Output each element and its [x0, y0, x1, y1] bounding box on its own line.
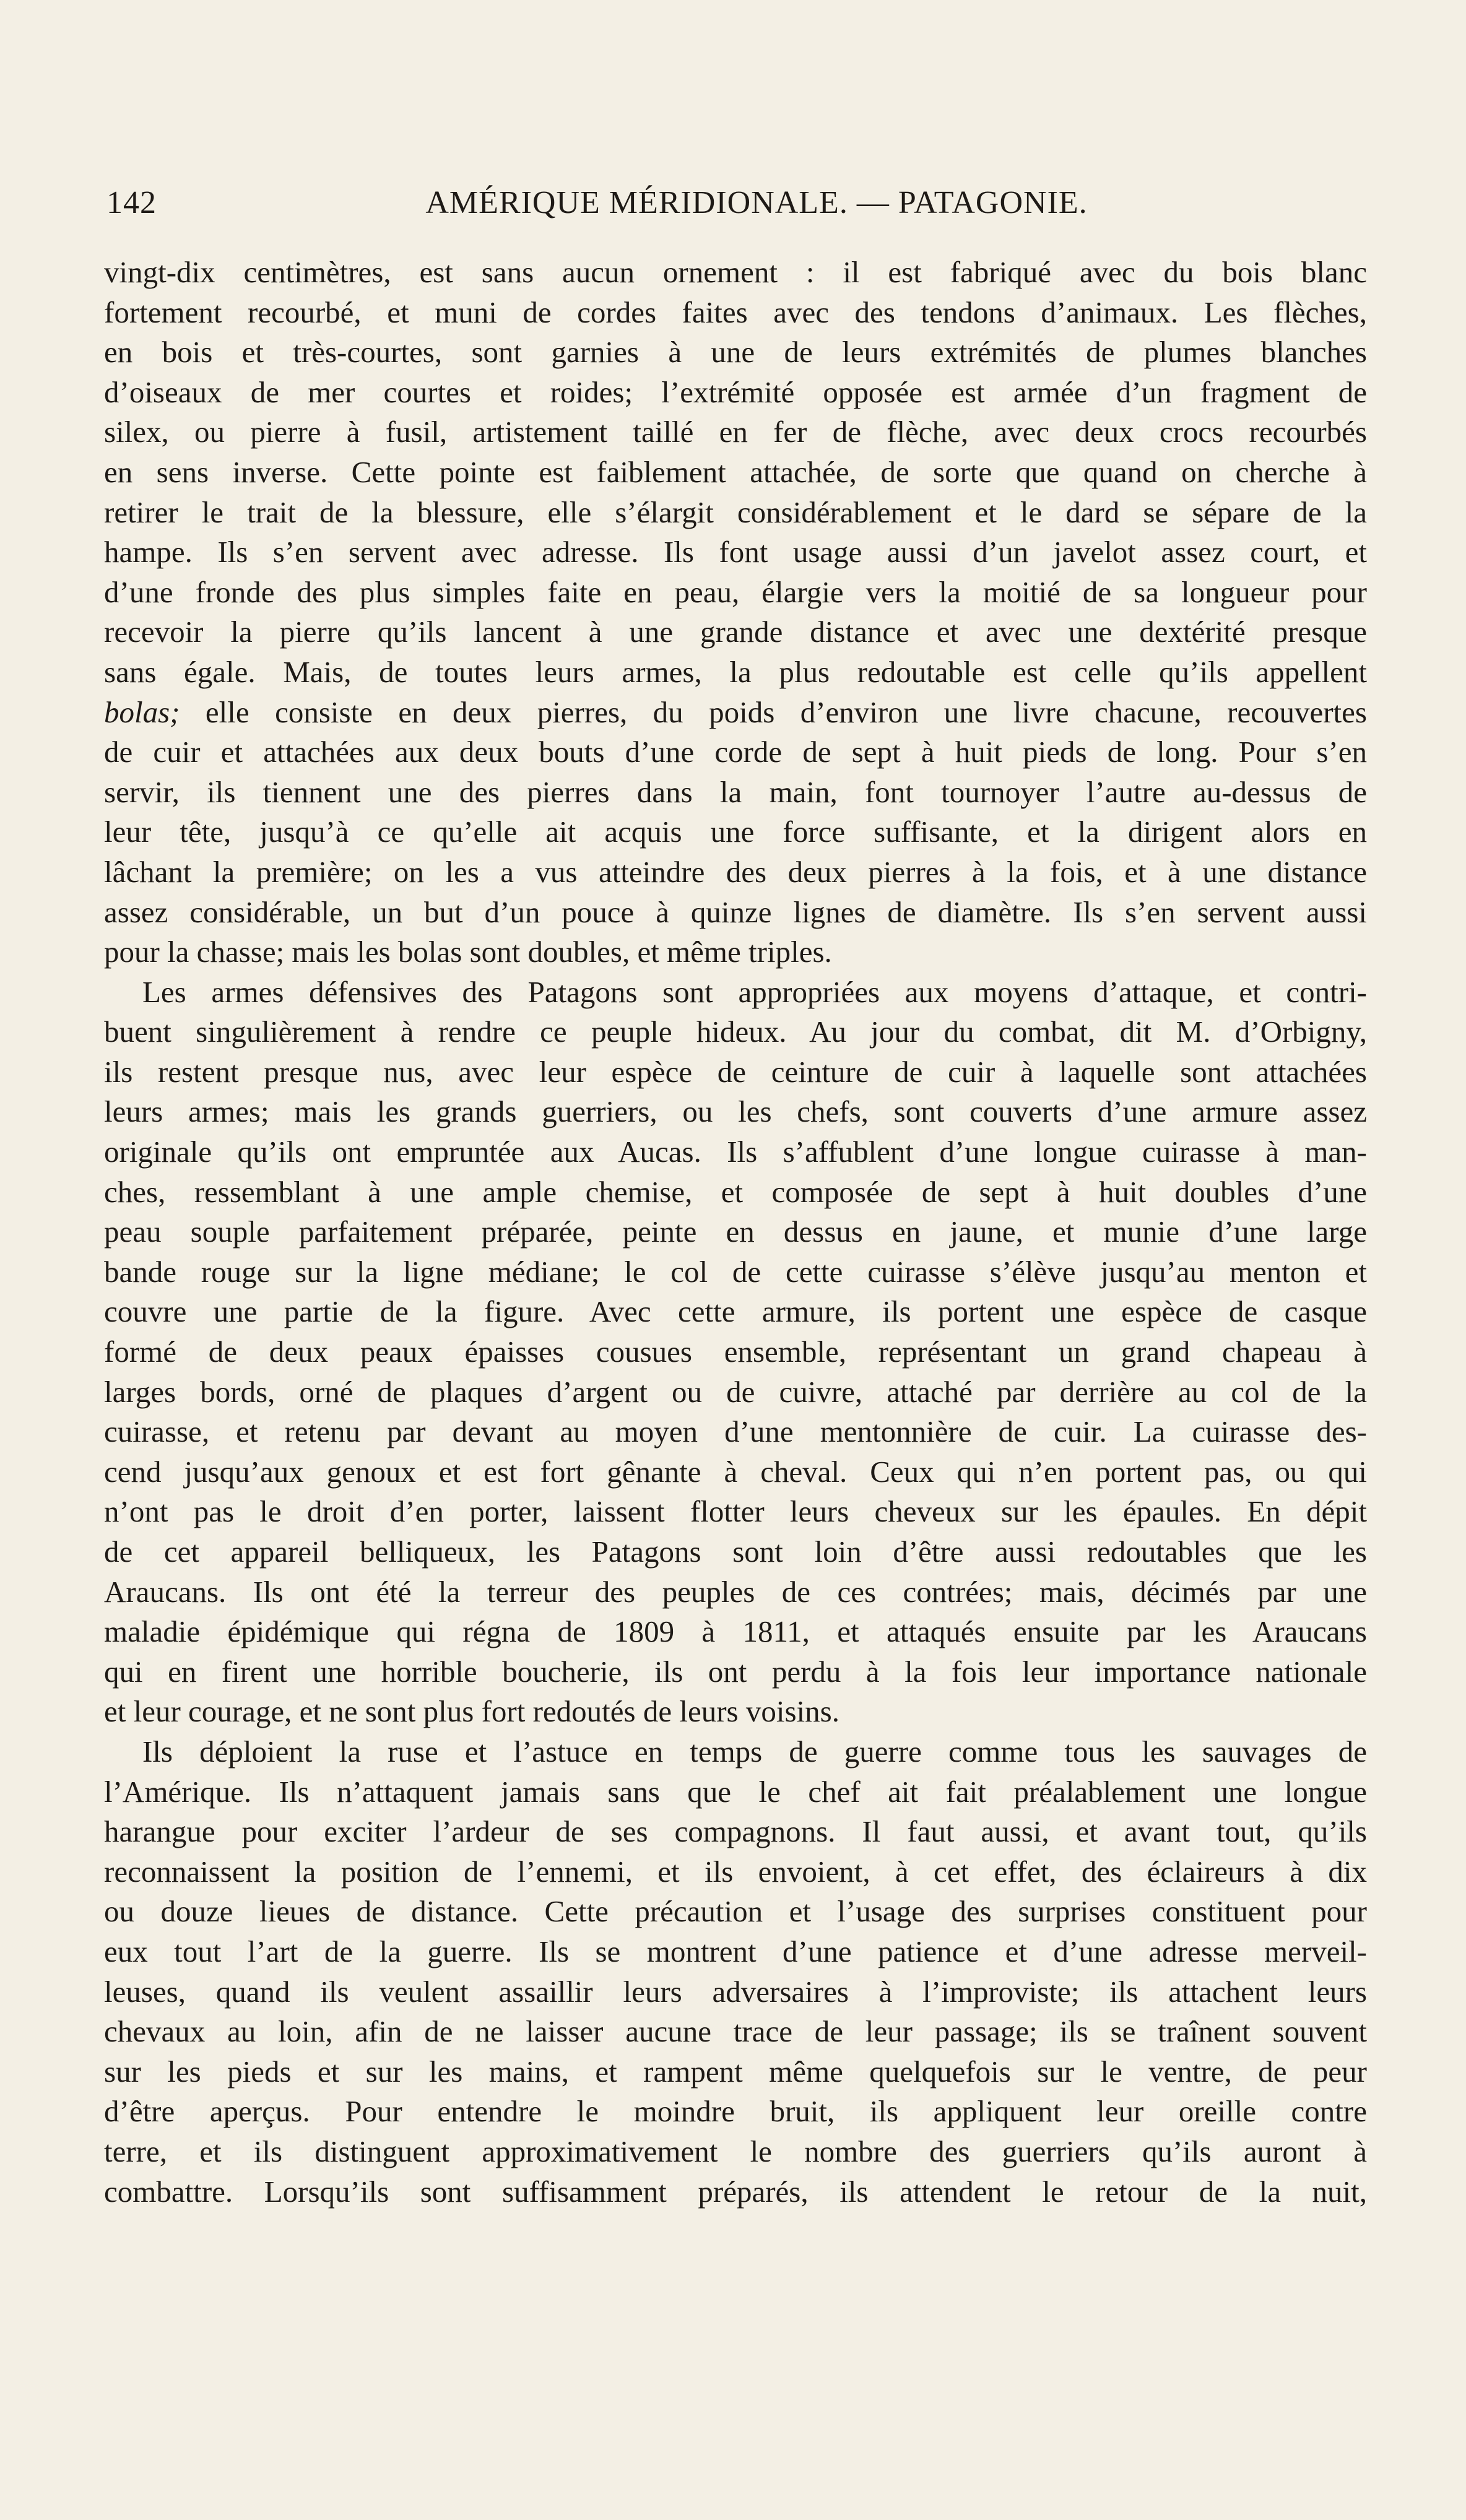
- text-line: larges bords, orné de plaques d’argent ou de cuivre, attaché par derrière au col de la: [104, 1374, 1367, 1409]
- text-line: buent singulièrement à rendre ce peuple hideux. Au jour du combat, dit M. d’Orbigny,: [104, 1015, 1367, 1049]
- text-line: de cet appareil belliqueux, les Patagons sont loin d’être aussi redoutables que les: [104, 1535, 1367, 1569]
- paragraph-1: [104, 253, 1367, 972]
- text-line: Ils déploient la ruse et l’astuce en temps de guerre comme tous les sauvages de: [142, 1734, 1367, 1769]
- text-line: formé de deux peaux épaisses cousues ensemble, représentant un grand chapeau à: [104, 1335, 1367, 1369]
- text-line: cend jusqu’aux genoux et est fort gênante à cheval. Ceux qui n’en portent pas, ou qui: [104, 1454, 1367, 1489]
- running-header: [106, 181, 1363, 225]
- text-line: leur tête, jusqu’à ce qu’elle ait acquis une force suffisante, et la dirigent alors en: [104, 815, 1367, 849]
- text-line: harangue pour exciter l’ardeur de ses compagnons. Il faut aussi, et avant tout, qu’ils: [104, 1814, 1367, 1849]
- text-line: silex, ou pierre à fusil, artistement taillé en fer de flèche, avec deux crocs recourbés: [104, 415, 1367, 449]
- text-line: d’une fronde des plus simples faite en peau, élargie vers la moitié de sa longueur pour: [104, 574, 1367, 609]
- paragraph-3: [104, 1732, 1367, 2212]
- text-line: Araucans. Ils ont été la terreur des peuples de ces contrées; mais, décimés par une: [104, 1574, 1367, 1609]
- text-line: vingt-dix centimètres, est sans aucun ornement : il est fabriqué avec du bois blanc: [104, 255, 1367, 289]
- text-line: combattre. Lorsqu’ils sont suffisamment préparés, ils attendent le retour de la nuit,: [104, 2174, 1367, 2209]
- text-line: retirer le trait de la blessure, elle s’élargit considérablement et le dard se sépare de la: [104, 495, 1367, 529]
- text-line: sans égale. Mais, de toutes leurs armes, la plus redoutable est celle qu’ils appellent: [104, 654, 1367, 689]
- text-line: bande rouge sur la ligne médiane; le col de cette cuirasse s’élève jusqu’au menton et: [104, 1254, 1367, 1289]
- paragraph-2: [104, 972, 1367, 1732]
- text-line: terre, et ils distinguent approximativement le nombre des guerriers qu’ils auront à: [104, 2134, 1367, 2168]
- text-line: pour la chasse; mais les bolas sont doubles, et même triples.: [104, 935, 832, 969]
- text-line: d’oiseaux de mer courtes et roides; l’extrémité opposée est armée d’un fragment de: [104, 375, 1367, 409]
- text-line: assez considérable, un but d’un pouce à quinze lignes de diamètre. Ils s’en servent aussi: [104, 894, 1367, 929]
- text-line: reconnaissent la position de l’ennemi, et ils envoient, à cet effet, des éclaireurs à dix: [104, 1854, 1367, 1889]
- text-line: couvre une partie de la figure. Avec cette armure, ils portent une espèce de casque: [104, 1294, 1367, 1329]
- text-line: eux tout l’art de la guerre. Ils se montrent d’une patience et d’une adresse merveil-: [104, 1934, 1367, 1968]
- text-line: hampe. Ils s’en servent avec adresse. Ils font usage aussi d’un javelot assez court, et: [104, 535, 1367, 569]
- text-line: fortement recourbé, et muni de cordes faites avec des tendons d’animaux. Les flèches,: [104, 295, 1367, 329]
- text-line: leurs armes; mais les grands guerriers, ou les chefs, sont couverts d’une armure assez: [104, 1094, 1367, 1129]
- text-line: peau souple parfaitement préparée, peinte en dessus en jaune, et munie d’une large: [104, 1215, 1367, 1249]
- text-line: servir, ils tiennent une des pierres dans la main, font tournoyer l’autre au-dessus de: [104, 774, 1367, 809]
- text-line: d’être aperçus. Pour entendre le moindre bruit, ils appliquent leur oreille contre: [104, 2094, 1367, 2129]
- text-line: maladie épidémique qui régna de 1809 à 1811, et attaqués ensuite par les Araucans: [104, 1614, 1367, 1649]
- text-line-rest: elle consiste en deux pierres, du poids d’environ une livre chacune, recouvertes: [205, 695, 1367, 729]
- text-line: cuirasse, et retenu par devant au moyen d’une mentonnière de cuir. La cuirasse des-: [104, 1414, 1367, 1449]
- text-line: leuses, quand ils veulent assaillir leurs adversaires à l’improviste; ils attachent leurs: [104, 1974, 1367, 2009]
- text-line: chevaux au loin, afin de ne laisser aucune trace de leur passage; ils se traînent souvent: [104, 2014, 1367, 2049]
- body-text: [104, 253, 1367, 2212]
- text-line: Les armes défensives des Patagons sont appropriées aux moyens d’attaque, et contri-: [142, 974, 1367, 1009]
- page-number: 142: [106, 185, 157, 220]
- text-line: l’Amérique. Ils n’attaquent jamais sans que le chef ait fait préalablement une longue: [104, 1774, 1367, 1809]
- text-line: ils restent presque nus, avec leur espèce de ceinture de cuir à laquelle sont attachées: [104, 1054, 1367, 1089]
- text-line: qui en firent une horrible boucherie, ils ont perdu à la fois leur importance nationale: [104, 1654, 1367, 1689]
- text-line: de cuir et attachées aux deux bouts d’une corde de sept à huit pieds de long. Pour s’en: [104, 735, 1367, 769]
- text-line: originale qu’ils ont empruntée aux Aucas. Ils s’affublent d’une longue cuirasse à man-: [104, 1135, 1367, 1169]
- text-line: en bois et très-courtes, sont garnies à une de leurs extrémités de plumes blanches: [104, 335, 1367, 370]
- text-line: et leur courage, et ne sont plus fort redoutés de leurs voisins.: [104, 1694, 839, 1729]
- text-line: lâchant la première; on les a vus atteindre des deux pierres à la fois, et à une distance: [104, 854, 1367, 889]
- italic-term: bolas;: [104, 695, 180, 729]
- text-line: en sens inverse. Cette pointe est faiblement attachée, de sorte que quand on cherche à: [104, 454, 1367, 489]
- text-line: n’ont pas le droit d’en porter, laissent flotter leurs cheveux sur les épaules. En dépit: [104, 1494, 1367, 1529]
- text-line: ches, ressemblant à une ample chemise, et composée de sept à huit doubles d’une: [104, 1174, 1367, 1209]
- text-line: ou douze lieues de distance. Cette précaution et l’usage des surprises constituent pour: [104, 1894, 1367, 1929]
- text-line-with-italic: [104, 693, 1367, 733]
- text-line: sur les pieds et sur les mains, et rampent même quelquefois sur le ventre, de peur: [104, 2054, 1367, 2089]
- running-title: AMÉRIQUE MÉRIDIONALE. — PATAGONIE.: [425, 185, 1088, 220]
- text-line: recevoir la pierre qu’ils lancent à une grande distance et avec une dextérité presque: [104, 615, 1367, 649]
